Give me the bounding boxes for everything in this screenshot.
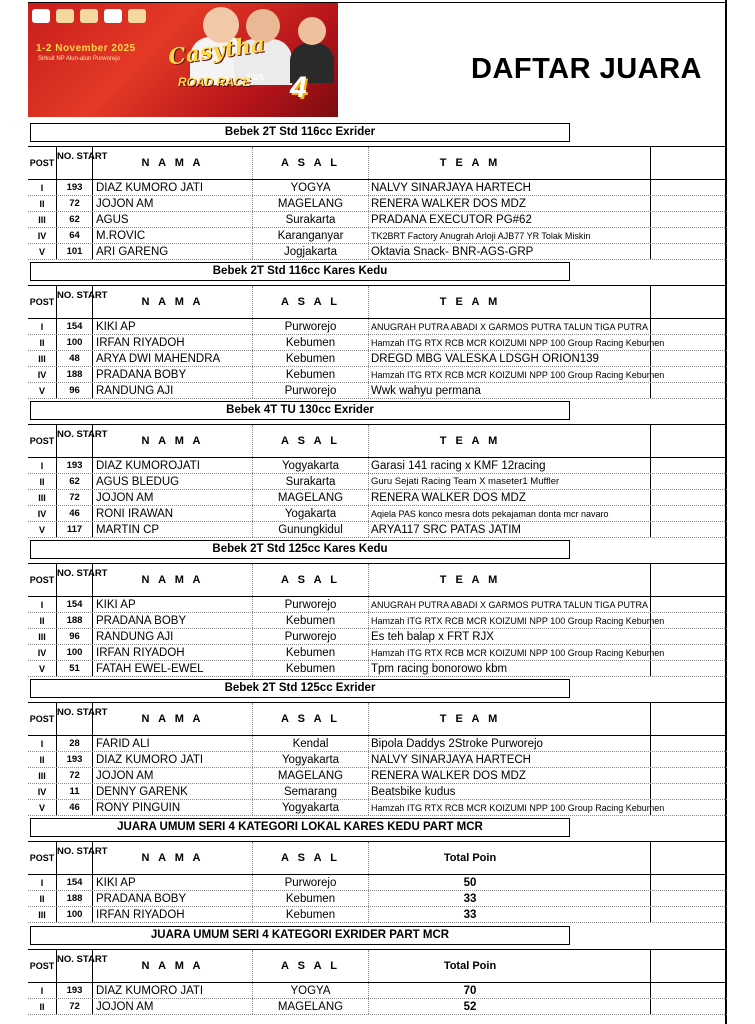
origin-cell: Purworejo xyxy=(253,319,369,334)
position-cell: IV xyxy=(28,506,57,521)
team-cell: RENERA WALKER DOS MDZ xyxy=(371,770,526,782)
origin-cell: Semarang xyxy=(253,784,369,799)
team-cell: Beatsbike kudus xyxy=(371,786,456,798)
rider-name-cell: ARYA DWI MAHENDRA xyxy=(93,351,253,366)
origin-cell: Purworejo xyxy=(253,875,369,890)
event-year: 2025 xyxy=(246,73,264,82)
start-number-cell: 193 xyxy=(57,458,93,473)
team-cell: Oktavia Snack- BNR-AGS-GRP xyxy=(371,246,534,258)
origin-cell: MAGELANG xyxy=(253,490,369,505)
results-table xyxy=(28,702,727,816)
table-row xyxy=(28,983,727,999)
table-row xyxy=(28,490,727,506)
column-header-team: T E A M xyxy=(439,296,501,308)
start-number-cell: 117 xyxy=(57,522,93,537)
position-cell: I xyxy=(28,597,57,612)
rider-name-cell: DENNY GARENK xyxy=(93,784,253,799)
team-cell: ANUGRAH PUTRA ABADI X GARMOS PUTRA TALUN TIGA PUTRA xyxy=(371,322,649,332)
start-number-cell: 96 xyxy=(57,383,93,398)
rider-name-cell: PRADANA BOBY xyxy=(93,367,253,382)
rider-name-cell: KIKI AP xyxy=(93,319,253,334)
column-header-nama: N A M A xyxy=(93,286,253,318)
origin-cell: Kebumen xyxy=(253,613,369,628)
origin-cell: Surakarta xyxy=(253,212,369,227)
origin-cell: MAGELANG xyxy=(253,196,369,211)
sponsor-logo-icon xyxy=(56,9,74,23)
origin-cell: MAGELANG xyxy=(253,999,369,1014)
start-number-cell: 72 xyxy=(57,999,93,1014)
position-cell: II xyxy=(28,752,57,767)
start-number-cell: 46 xyxy=(57,506,93,521)
start-number-cell: 154 xyxy=(57,875,93,890)
column-header-asal: A S A L xyxy=(253,564,369,596)
page-title: DAFTAR JUARA xyxy=(471,53,703,85)
rider-name-cell: PRADANA BOBY xyxy=(93,891,253,906)
page-header xyxy=(28,2,727,120)
results-table xyxy=(28,146,727,260)
table-row xyxy=(28,613,727,629)
column-header-pos: POST xyxy=(28,286,57,318)
total-points-cell: 70 xyxy=(463,985,477,997)
rider-name-cell: FARID ALI xyxy=(93,736,253,751)
table-row xyxy=(28,875,727,891)
start-number-cell: 100 xyxy=(57,645,93,660)
start-number-cell: 46 xyxy=(57,800,93,815)
start-number-cell: 193 xyxy=(57,180,93,195)
position-cell: II xyxy=(28,474,57,489)
position-cell: II xyxy=(28,891,57,906)
sponsor-logo-icon xyxy=(80,9,98,23)
team-cell: Hamzah ITG RTX RCB MCR KOIZUMI NPP 100 Group Racing Kebumen xyxy=(371,616,665,626)
position-cell: II xyxy=(28,196,57,211)
start-number-cell: 72 xyxy=(57,196,93,211)
table-row xyxy=(28,212,727,228)
team-cell: TK2BRT Factory Anugrah Arloji AJB77 YR Tolak Miskin xyxy=(371,231,591,241)
position-cell: III xyxy=(28,768,57,783)
column-header-no-start: NO. START xyxy=(57,703,93,735)
origin-cell: Jogjakarta xyxy=(253,244,369,259)
rider-name-cell: IRFAN RIYADOH xyxy=(93,335,253,350)
start-number-cell: 188 xyxy=(57,367,93,382)
column-header-pos: POST xyxy=(28,425,57,457)
column-header-nama: N A M A xyxy=(93,703,253,735)
position-cell: II xyxy=(28,613,57,628)
column-header-team: T E A M xyxy=(439,713,501,725)
event-date: 1-2 November 2025 xyxy=(36,43,136,54)
origin-cell: Yogakarta xyxy=(253,506,369,521)
team-cell: Hamzah ITG RTX RCB MCR KOIZUMI NPP 100 Group Racing Kebumen xyxy=(371,338,665,348)
rider-name-cell: JOJON AM xyxy=(93,768,253,783)
team-cell: RENERA WALKER DOS MDZ xyxy=(371,492,526,504)
results-table xyxy=(28,841,727,923)
rider-name-cell: M.ROVIC xyxy=(93,228,253,243)
event-banner xyxy=(28,3,338,117)
position-cell: III xyxy=(28,351,57,366)
table-row xyxy=(28,319,727,335)
position-cell: I xyxy=(28,736,57,751)
sponsor-logo-icon xyxy=(104,9,122,23)
column-header-no-start: NO. START xyxy=(57,286,93,318)
table-header-row xyxy=(28,842,727,875)
sponsor-logo-icon xyxy=(32,9,50,23)
rider-name-cell: JOJON AM xyxy=(93,196,253,211)
column-header-nama: N A M A xyxy=(93,950,253,982)
position-cell: I xyxy=(28,319,57,334)
table-row xyxy=(28,458,727,474)
column-header-nama: N A M A xyxy=(93,147,253,179)
start-number-cell: 51 xyxy=(57,661,93,676)
rider-name-cell: JOJON AM xyxy=(93,490,253,505)
position-cell: IV xyxy=(28,784,57,799)
rider-name-cell: IRFAN RIYADOH xyxy=(93,907,253,922)
start-number-cell: 62 xyxy=(57,212,93,227)
position-cell: V xyxy=(28,522,57,537)
rider-name-cell: DIAZ KUMORO JATI xyxy=(93,180,253,195)
event-brand: Casytha xyxy=(166,31,267,71)
team-cell: ARYA117 SRC PATAS JATIM xyxy=(371,524,521,536)
column-header-nama: N A M A xyxy=(93,842,253,874)
origin-cell: YOGYA xyxy=(253,983,369,998)
rider-name-cell: FATAH EWEL-EWEL xyxy=(93,661,253,676)
table-row xyxy=(28,196,727,212)
start-number-cell: 193 xyxy=(57,983,93,998)
table-row xyxy=(28,474,727,490)
rider-name-cell: AGUS BLEDUG xyxy=(93,474,253,489)
results-table xyxy=(28,285,727,399)
origin-cell: YOGYA xyxy=(253,180,369,195)
table-row xyxy=(28,335,727,351)
start-number-cell: 188 xyxy=(57,613,93,628)
team-cell: Tpm racing bonorowo kbm xyxy=(371,663,508,675)
position-cell: I xyxy=(28,458,57,473)
team-cell: Bipola Daddys 2Stroke Purworejo xyxy=(371,738,543,750)
table-row xyxy=(28,180,727,196)
column-header-pos: POST xyxy=(28,703,57,735)
origin-cell: Kebumen xyxy=(253,367,369,382)
team-cell: PRADANA EXECUTOR PG#62 xyxy=(371,214,532,226)
column-header-asal: A S A L xyxy=(253,703,369,735)
table-row xyxy=(28,367,727,383)
rider-name-cell: KIKI AP xyxy=(93,597,253,612)
table-row xyxy=(28,784,727,800)
total-points-cell: 50 xyxy=(463,877,477,889)
table-header-row xyxy=(28,425,727,458)
start-number-cell: 28 xyxy=(57,736,93,751)
position-cell: II xyxy=(28,335,57,350)
column-header-team: T E A M xyxy=(439,157,501,169)
position-cell: I xyxy=(28,983,57,998)
team-cell: ANUGRAH PUTRA ABADI X GARMOS PUTRA TALUN TIGA PUTRA xyxy=(371,600,649,610)
position-cell: III xyxy=(28,490,57,505)
position-cell: III xyxy=(28,212,57,227)
rider-name-cell: AGUS xyxy=(93,212,253,227)
table-row xyxy=(28,506,727,522)
column-header-pos: POST xyxy=(28,950,57,982)
origin-cell: Purworejo xyxy=(253,597,369,612)
origin-cell: Kebumen xyxy=(253,335,369,350)
column-header-no-start: NO. START xyxy=(57,425,93,457)
start-number-cell: 154 xyxy=(57,319,93,334)
column-header-asal: A S A L xyxy=(253,950,369,982)
start-number-cell: 100 xyxy=(57,907,93,922)
rider-name-cell: IRFAN RIYADOH xyxy=(93,645,253,660)
start-number-cell: 100 xyxy=(57,335,93,350)
table-row xyxy=(28,228,727,244)
column-header-team: T E A M xyxy=(439,435,501,447)
event-name: ROAD RACE xyxy=(178,75,251,89)
column-header-no-start: NO. START xyxy=(57,147,93,179)
table-row xyxy=(28,891,727,907)
ambassador-face-icon xyxy=(298,17,326,45)
column-header-no-start: NO. START xyxy=(57,564,93,596)
start-number-cell: 48 xyxy=(57,351,93,366)
rider-name-cell: ARI GARENG xyxy=(93,244,253,259)
total-points-cell: 33 xyxy=(463,909,477,921)
origin-cell: Purworejo xyxy=(253,629,369,644)
column-header-nama: N A M A xyxy=(93,425,253,457)
column-header-no-start: NO. START xyxy=(57,842,93,874)
table-row xyxy=(28,629,727,645)
origin-cell: Kebumen xyxy=(253,891,369,906)
position-cell: V xyxy=(28,383,57,398)
category-title: Bebek 2T Std 125cc Kares Kedu xyxy=(30,540,570,559)
rider-name-cell: KIKI AP xyxy=(93,875,253,890)
table-row xyxy=(28,907,727,923)
column-header-pos: POST xyxy=(28,147,57,179)
origin-cell: Karanganyar xyxy=(253,228,369,243)
table-header-row xyxy=(28,147,727,180)
team-cell: DREGD MBG VALESKA LDSGH ORION139 xyxy=(371,353,599,365)
origin-cell: Kebumen xyxy=(253,661,369,676)
position-cell: IV xyxy=(28,645,57,660)
team-cell: Hamzah ITG RTX RCB MCR KOIZUMI NPP 100 Group Racing Kebumen xyxy=(371,648,665,658)
origin-cell: Yogyakarta xyxy=(253,458,369,473)
table-row xyxy=(28,351,727,367)
column-header-asal: A S A L xyxy=(253,147,369,179)
rider-name-cell: MARTIN CP xyxy=(93,522,253,537)
team-cell: Hamzah ITG RTX RCB MCR KOIZUMI NPP 100 Group Racing Kebumen xyxy=(371,803,665,813)
total-points-cell: 52 xyxy=(463,1001,477,1013)
event-venue: Sirkuit NP Alun-alun Purworejo xyxy=(38,56,120,62)
event-series-number: 4 xyxy=(290,71,307,104)
start-number-cell: 154 xyxy=(57,597,93,612)
category-title: Bebek 2T Std 125cc Exrider xyxy=(30,679,570,698)
start-number-cell: 96 xyxy=(57,629,93,644)
column-header-asal: A S A L xyxy=(253,286,369,318)
table-header-row xyxy=(28,950,727,983)
rider-name-cell: DIAZ KUMORO JATI xyxy=(93,752,253,767)
start-number-cell: 72 xyxy=(57,768,93,783)
position-cell: V xyxy=(28,244,57,259)
rider-name-cell: DIAZ KUMOROJATI xyxy=(93,458,253,473)
origin-cell: Purworejo xyxy=(253,383,369,398)
rider-name-cell: RANDUNG AJI xyxy=(93,629,253,644)
start-number-cell: 101 xyxy=(57,244,93,259)
position-cell: II xyxy=(28,999,57,1014)
team-cell: NALVY SINARJAYA HARTECH xyxy=(371,754,531,766)
rider-name-cell: JOJON AM xyxy=(93,999,253,1014)
table-header-row xyxy=(28,286,727,319)
team-cell: Es teh balap x FRT RJX xyxy=(371,631,494,643)
start-number-cell: 72 xyxy=(57,490,93,505)
category-title: Bebek 4T TU 130cc Exrider xyxy=(30,401,570,420)
position-cell: I xyxy=(28,180,57,195)
column-header-nama: N A M A xyxy=(93,564,253,596)
table-row xyxy=(28,597,727,613)
category-title: JUARA UMUM SERI 4 KATEGORI LOKAL KARES KEDU PART MCR xyxy=(30,818,570,837)
sponsor-logo-icon xyxy=(128,9,146,23)
rider-name-cell: RANDUNG AJI xyxy=(93,383,253,398)
team-cell: Aqiela PAS konco mesra dots pekajaman donta mcr navaro xyxy=(371,509,609,519)
table-row xyxy=(28,383,727,399)
table-row xyxy=(28,661,727,677)
team-cell: RENERA WALKER DOS MDZ xyxy=(371,198,526,210)
table-row xyxy=(28,768,727,784)
origin-cell: Kebumen xyxy=(253,645,369,660)
table-row xyxy=(28,752,727,768)
table-row xyxy=(28,522,727,538)
column-header-team: T E A M xyxy=(439,574,501,586)
position-cell: III xyxy=(28,629,57,644)
origin-cell: MAGELANG xyxy=(253,768,369,783)
category-title: Bebek 2T Std 116cc Kares Kedu xyxy=(30,262,570,281)
sponsor-logos xyxy=(32,9,146,23)
table-header-row xyxy=(28,564,727,597)
position-cell: V xyxy=(28,800,57,815)
team-cell: NALVY SINARJAYA HARTECH xyxy=(371,182,531,194)
rider-name-cell: RONI IRAWAN xyxy=(93,506,253,521)
position-cell: III xyxy=(28,907,57,922)
start-number-cell: 193 xyxy=(57,752,93,767)
category-title: JUARA UMUM SERI 4 KATEGORI EXRIDER PART MCR xyxy=(30,926,570,945)
table-row xyxy=(28,244,727,260)
origin-cell: Yogyakarta xyxy=(253,752,369,767)
results-table xyxy=(28,563,727,677)
start-number-cell: 11 xyxy=(57,784,93,799)
column-header-no-start: NO. START xyxy=(57,950,93,982)
position-cell: V xyxy=(28,661,57,676)
team-cell: Wwk wahyu permana xyxy=(371,385,481,397)
start-number-cell: 64 xyxy=(57,228,93,243)
table-row xyxy=(28,999,727,1015)
position-cell: IV xyxy=(28,228,57,243)
origin-cell: Surakarta xyxy=(253,474,369,489)
team-cell: Hamzah ITG RTX RCB MCR KOIZUMI NPP 100 Group Racing Kebumen xyxy=(371,370,665,380)
column-header-total-poin: Total Poin xyxy=(443,960,497,972)
total-points-cell: 33 xyxy=(463,893,477,905)
position-cell: I xyxy=(28,875,57,890)
table-row xyxy=(28,645,727,661)
table-row xyxy=(28,736,727,752)
results-table xyxy=(28,949,727,1015)
column-header-total-poin: Total Poin xyxy=(443,852,497,864)
rider-name-cell: RONY PINGUIN xyxy=(93,800,253,815)
table-header-row xyxy=(28,703,727,736)
origin-cell: Yogyakarta xyxy=(253,800,369,815)
column-header-pos: POST xyxy=(28,842,57,874)
position-cell: IV xyxy=(28,367,57,382)
column-header-pos: POST xyxy=(28,564,57,596)
rider-name-cell: PRADANA BOBY xyxy=(93,613,253,628)
team-cell: Garasi 141 racing x KMF 12racing xyxy=(371,460,546,472)
origin-cell: Gunungkidul xyxy=(253,522,369,537)
origin-cell: Kebumen xyxy=(253,351,369,366)
column-header-asal: A S A L xyxy=(253,842,369,874)
team-cell: Guru Sejati Racing Team X maseter1 Muffler xyxy=(371,476,560,487)
table-row xyxy=(28,800,727,816)
category-title: Bebek 2T Std 116cc Exrider xyxy=(30,123,570,142)
origin-cell: Kendal xyxy=(253,736,369,751)
results-table xyxy=(28,424,727,538)
column-header-asal: A S A L xyxy=(253,425,369,457)
start-number-cell: 62 xyxy=(57,474,93,489)
rider-name-cell: DIAZ KUMORO JATI xyxy=(93,983,253,998)
origin-cell: Kebumen xyxy=(253,907,369,922)
start-number-cell: 188 xyxy=(57,891,93,906)
